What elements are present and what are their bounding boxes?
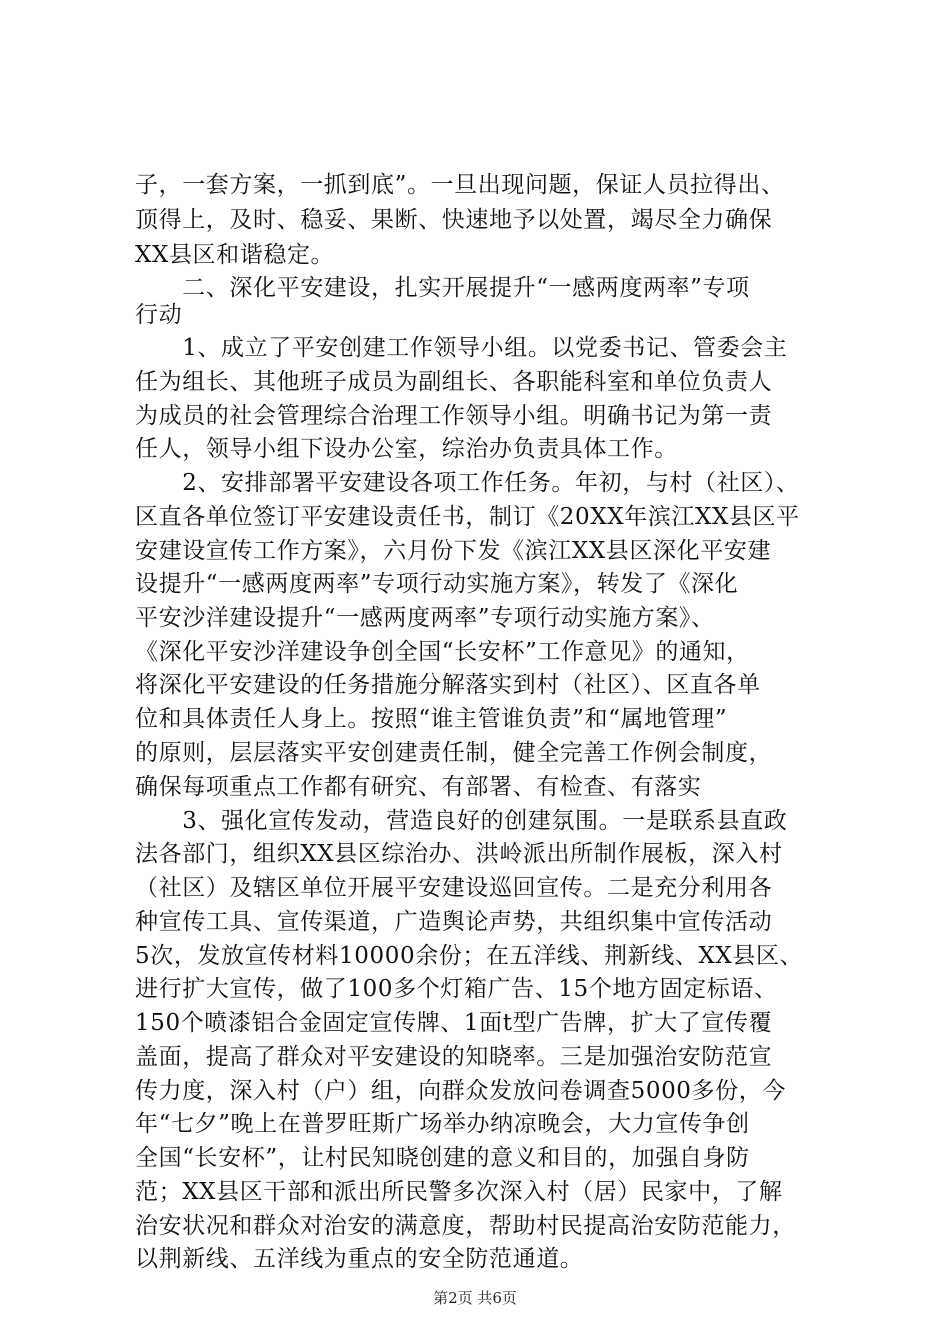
text-line: 法各部门，组织XX县区综治办、洪岭派出所制作展板，深入村	[135, 841, 783, 867]
text-line: 设提升“一感两度两率”专项行动实施方案》，转发了《深化	[135, 571, 739, 597]
text-line: 150个喷漆铝合金固定宣传牌、1面t型广告牌，扩大了宣传覆	[135, 1010, 773, 1036]
text-line: 年“七夕”晚上在普罗旺斯广场举办纳凉晚会，大力宣传争创	[135, 1111, 750, 1137]
text-line: 种宣传工具、宣传渠道，广造舆论声势，共组织集中宣传活动	[135, 909, 773, 935]
text-line: 子，一套方案，一抓到底”。一旦出现问题，保证人员拉得出、	[135, 172, 785, 198]
text-line: 5次，发放宣传材料10000余份；在五洋线、荆新线、XX县区、	[135, 943, 804, 969]
text-line: 任为组长、其他班子成员为副组长、各职能科室和单位负责人	[135, 369, 773, 395]
text-line: 位和具体责任人身上。按照“谁主管谁负责”和“属地管理”	[135, 706, 728, 732]
text-line: 平安沙洋建设提升“一感两度两率”专项行动实施方案》、	[135, 605, 715, 631]
text-line: 2、安排部署平安建设各项工作任务。年初，与村（社区）、	[135, 470, 800, 496]
text-line: 《深化平安沙洋建设争创全国“长安杯”工作意见》的通知，	[135, 639, 750, 665]
text-line: 确保每项重点工作都有研究、有部署、有检查、有落实	[135, 774, 702, 800]
text-line: 将深化平安建设的任务措施分解落实到村（社区）、区直各单	[135, 672, 761, 698]
text-line: 1、成立了平安创建工作领导小组。以党委书记、管委会主	[135, 335, 788, 361]
text-line: 全国“长安杯”，让村民知晓创建的意义和目的，加强自身防	[135, 1145, 750, 1171]
section-heading: 行动	[135, 302, 183, 328]
page-footer: 第2页 共6页	[433, 1289, 517, 1307]
text-line: 任人，领导小组下设办公室，综治办负责具体工作。	[135, 436, 678, 462]
text-line: 范；XX县区干部和派出所民警多次深入村（居）民家中，了解	[135, 1179, 783, 1205]
section-heading: 二、深化平安建设，扎实开展提升“一感两度两率”专项	[135, 275, 750, 301]
text-line: 盖面，提高了群众对平安建设的知晓率。三是加强治安防范宣	[135, 1044, 773, 1070]
text-line: 顶得上，及时、稳妥、果断、快速地予以处置，竭尽全力确保	[135, 207, 773, 233]
text-line: 安建设宣传工作方案》，六月份下发《滨江XX县区深化平安建	[135, 538, 772, 564]
text-line: 治安状况和群众对治安的满意度，帮助村民提高治安防范能力，	[135, 1213, 796, 1239]
text-line: 3、强化宣传发动，营造良好的创建氛围。一是联系县直政	[135, 808, 788, 834]
text-line: 以荆新线、五洋线为重点的安全防范通道。	[135, 1246, 584, 1272]
text-line: 进行扩大宣传，做了100多个灯箱广告、15个地方固定标语、	[135, 976, 778, 1002]
text-line: 区直各单位签订平安建设责任书，制订《20XX年滨江XX县区平	[135, 504, 800, 530]
text-line: 的原则，层层落实平安创建责任制，健全完善工作例会制度，	[135, 740, 773, 766]
text-line: （社区）及辖区单位开展平安建设巡回宣传。二是充分利用各	[135, 875, 773, 901]
text-line: 为成员的社会管理综合治理工作领导小组。明确书记为第一责	[135, 403, 773, 429]
text-line: XX县区和谐稳定。	[135, 242, 335, 268]
text-line: 传力度，深入村（户）组，向群众发放问卷调查5000多份，今	[135, 1078, 786, 1104]
